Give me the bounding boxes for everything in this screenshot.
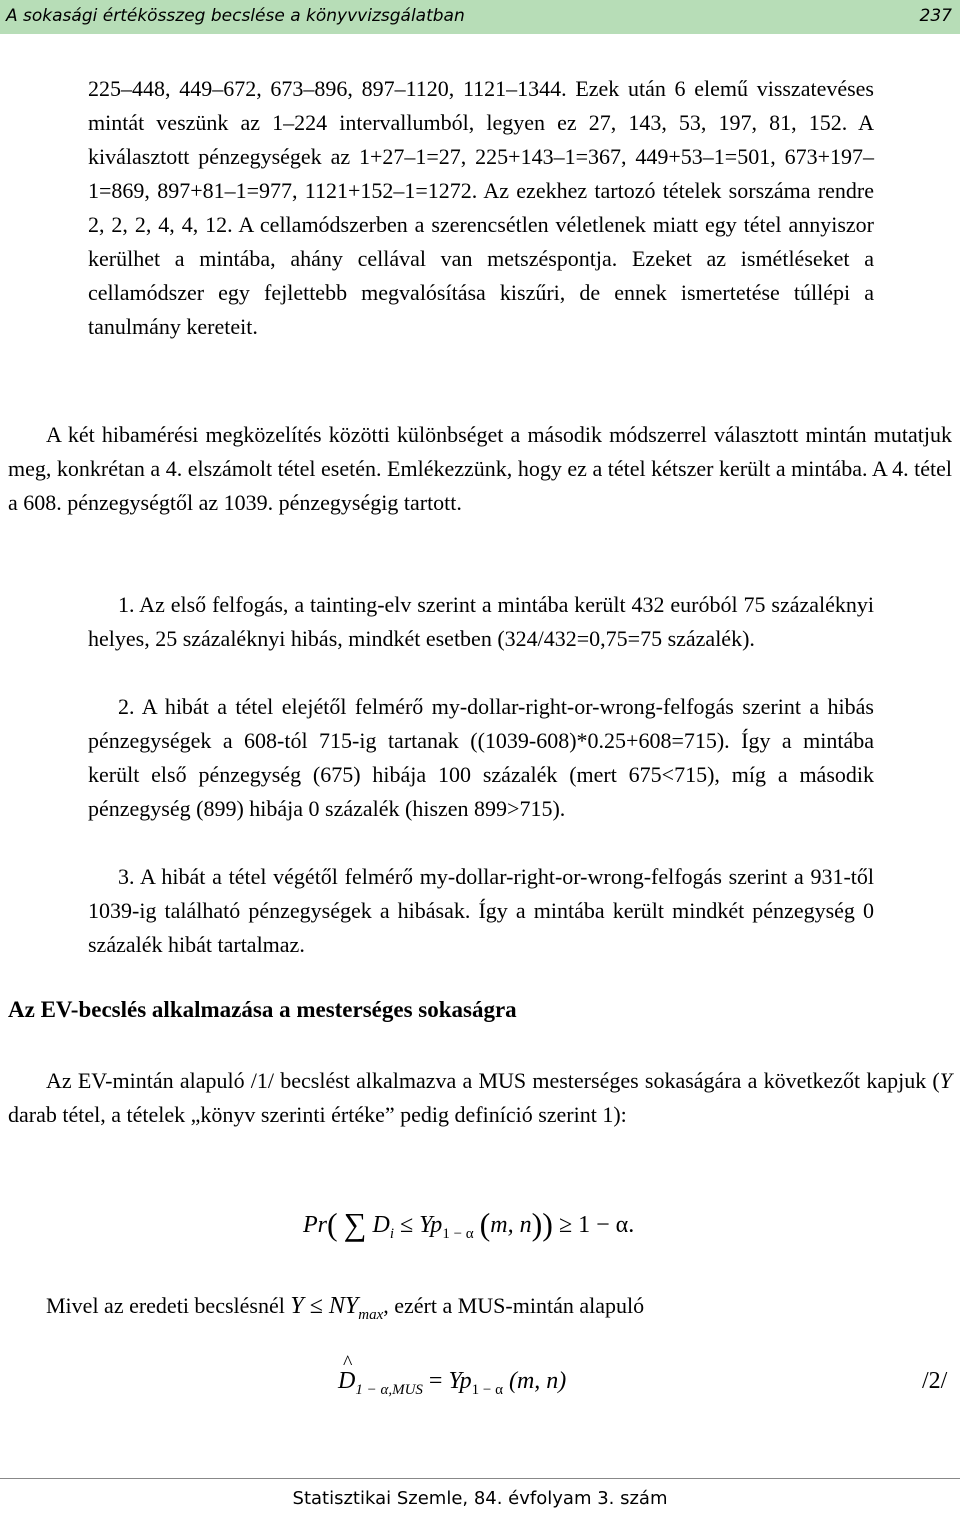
- list-item-1-text: Az első felfogás, a tainting-elv szerint a mintába került 432 euróból 75 százaléknyi helyes, 25 százaléknyi hibás, mindkét esetben (324/432=0,75=75 százalék).: [88, 592, 874, 651]
- list-item-2-text: A hibát a tétel elejétől felmérő my-dollar-right-or-wrong-felfogás szerint a hibás pénzegységek a 608-tól 715-ig tartanak ((1039-608)*0.25+608=715). Így a mintába került első pénzegység (675) hibája 100 százalék (mert 675<715), míg a második pénzegység (899) hibája 0 százalék (hiszen 899>715).: [88, 694, 874, 821]
- formula-mus-estimate: [338, 1368, 566, 1399]
- formula-sub: 1 − α: [442, 1225, 474, 1242]
- formula-leq: ≤: [399, 1212, 414, 1238]
- page-footer: Statisztikai Szemle, 84. évfolyam 3. szám: [0, 1478, 960, 1519]
- mivel-Y: Y: [290, 1293, 304, 1319]
- section-heading: Az EV-becslés alkalmazása a mesterséges sokaságra: [8, 997, 517, 1022]
- list-item-2-number: 2.: [118, 694, 135, 719]
- formula-Yp: Yp: [419, 1212, 443, 1238]
- page-number: 237: [919, 6, 952, 26]
- formula2-sub2: 1 − α: [471, 1381, 503, 1398]
- list-item-1-number: 1.: [118, 592, 135, 617]
- formula2-Yp: Yp: [448, 1368, 472, 1394]
- formula2-args: (m, n): [508, 1368, 567, 1394]
- list-item-3-text: A hibát a tétel végétől felmérő my-dollar-right-or-wrong-felfogás szerint a 931-től 1039-ig található pénzegységek a hibásak. Így a mintába került mindkét pénzegység 0 százalék hibát tartalmaz.: [88, 864, 874, 957]
- formula-i: i: [389, 1225, 394, 1242]
- list-item-2: [88, 690, 874, 826]
- formula-geq: ≥: [558, 1212, 573, 1238]
- paragraph-error-measurement: A két hibamérési megközelítés közötti különbséget a második módszerrel választott mintán mutatjuk meg, konkrétan a 4. elszámolt tétel esetén. Emlékezzünk, hogy ez a tétel kétszer került a mintába. A 4. tétel a 608. pénzegységtől az 1039. pénzegységig tartott.: [8, 422, 952, 515]
- mivel-NY: NY: [328, 1293, 359, 1319]
- formula-D: D: [372, 1212, 390, 1238]
- paragraph-mivel: [46, 1289, 946, 1332]
- running-header: [0, 0, 960, 34]
- ev-text-before: Az EV-mintán alapuló /1/ becslést alkalmazva a MUS mesterséges sokaságára a következőt kapjuk (: [46, 1068, 940, 1093]
- running-header-title: A sokasági értékösszeg becslése a könyvvizsgálatban: [6, 6, 465, 26]
- mivel-after: , ezért a MUS-mintán alapuló: [383, 1293, 645, 1318]
- formula-sum: ∑: [343, 1206, 367, 1242]
- mivel-before: Mivel az eredeti becslésnél: [46, 1293, 291, 1318]
- formula2-sub: 1 − α,MUS: [355, 1381, 423, 1398]
- list-item-3: [88, 860, 874, 962]
- formula-probability: [303, 1206, 634, 1243]
- list-item-3-number: 3.: [118, 864, 135, 889]
- formula2-D: ^ D: [338, 1368, 355, 1395]
- list-item-1: [88, 588, 874, 656]
- mivel-sub: max: [358, 1306, 384, 1323]
- ev-text-after: darab tétel, a tételek „könyv szerinti értéke” pedig definíció szerint 1):: [8, 1102, 627, 1127]
- formula-rhs: 1 − α.: [578, 1212, 635, 1238]
- paragraph-sampling-example: 225–448, 449–672, 673–896, 897–1120, 1121–1344. Ezek után 6 elemű visszatevéses mintát veszünk az 1–224 intervallumból, legyen ez 27, 143, 53, 197, 81, 152. A kiválasztott pénzegységek az 1+27–1=27, 225+143–1=367, 449+53–1=501, 673+197–1=869, 897+81–1=977, 1121+152–1=1272. Az ezekhez tartozó tételek sorszáma rendre 2, 2, 2, 4, 4, 12. A cellamódszerben a szerencsétlen véletlenek miatt egy tétel annyiszor kerülhet a mintába, ahány cellával van metszéspontja. Ezeket az ismétléseket a cellamódszer egy fejlettebb megvalósítása kiszűri, de ennek ismertetése túllépi a tanulmány kereteit.: [88, 76, 874, 339]
- paragraph-ev-estimate: [8, 1064, 952, 1132]
- formula2-eq: =: [422, 1368, 449, 1394]
- formula-paren-close: ): [542, 1206, 553, 1242]
- mivel-leq: ≤: [303, 1293, 329, 1319]
- equation-label: /2/: [922, 1368, 948, 1394]
- formula-pr: Pr: [303, 1212, 327, 1238]
- formula-paren-open: (: [327, 1206, 338, 1242]
- ev-text-Y: Y: [939, 1068, 952, 1093]
- formula-args-open: (: [479, 1206, 491, 1242]
- formula-args-close: ): [531, 1206, 543, 1242]
- formula-args: m, n: [490, 1212, 532, 1238]
